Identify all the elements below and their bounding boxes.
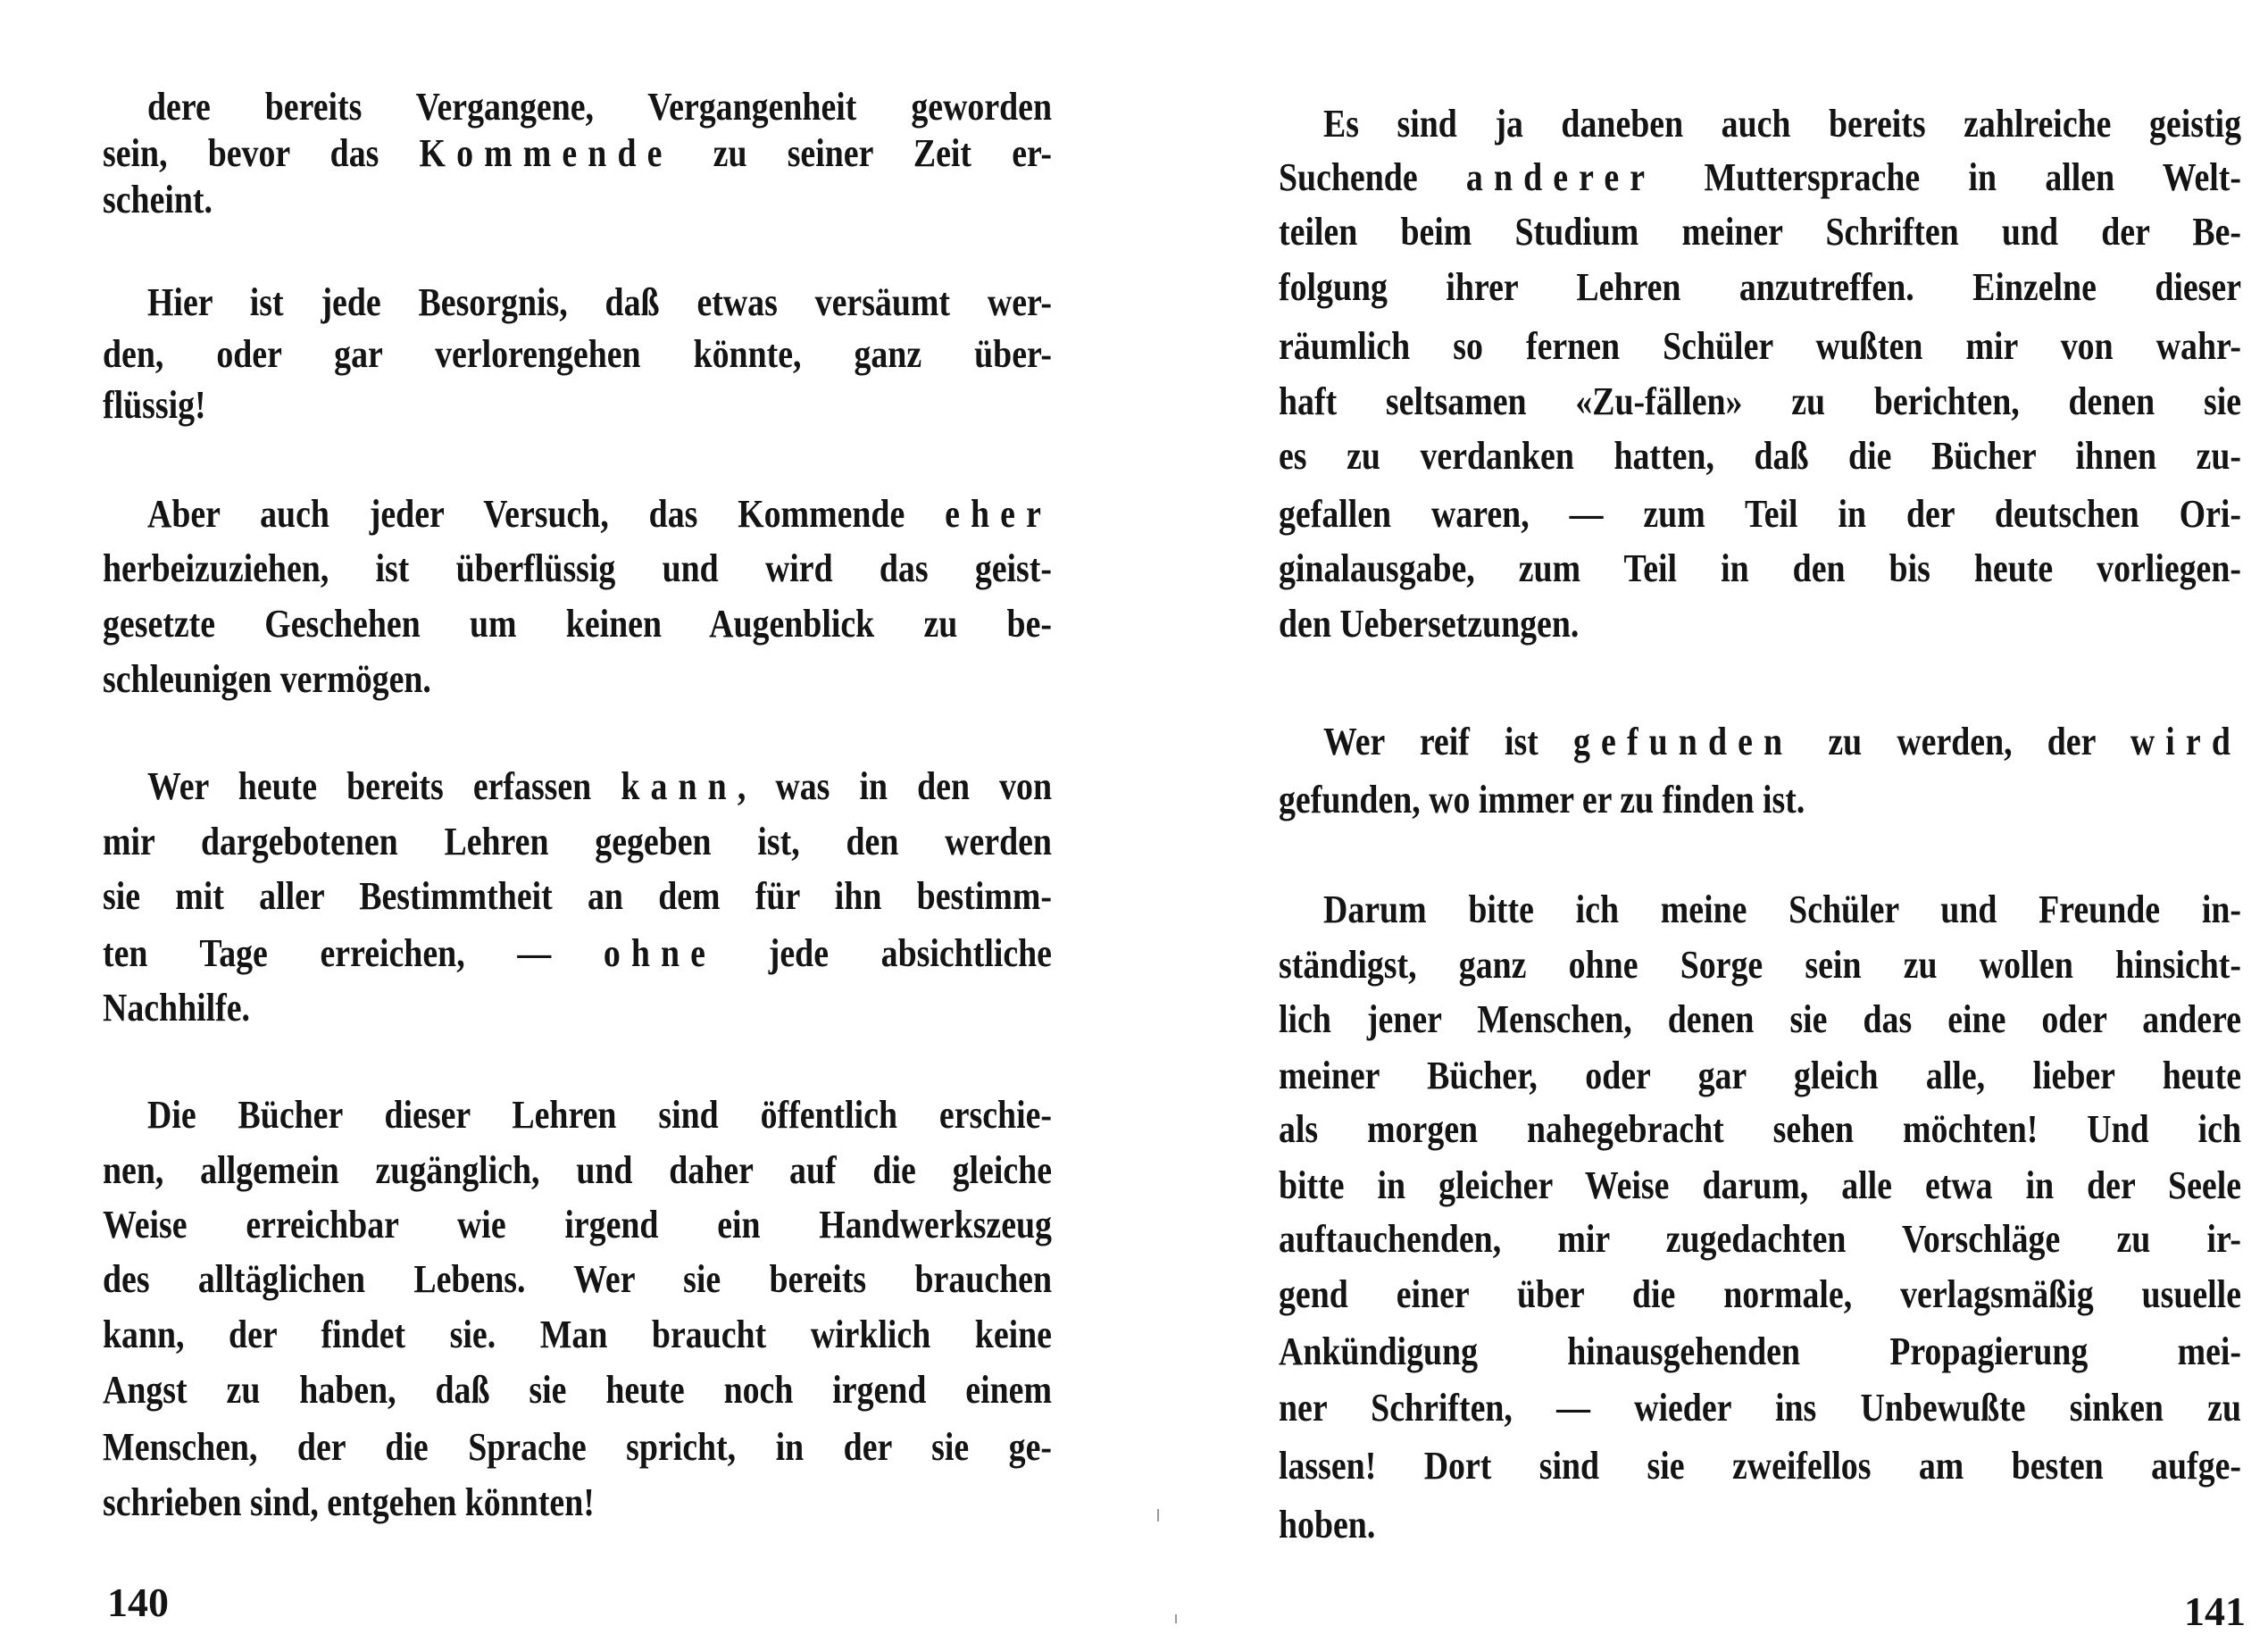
text-run: Darum bitte ich meine Schüler und Freunde in- — [1323, 888, 2241, 931]
text-run: auftauchenden, mir zugedachten Vorschläge zu ir- — [1279, 1217, 2241, 1261]
text-line — [103, 180, 1052, 220]
text-line — [1279, 546, 2241, 590]
page-number-left: 140 — [107, 1580, 169, 1625]
emphasized-word: wird — [2130, 720, 2241, 763]
text-run: Die Bücher dieser Lehren sind öffentlich erschie- — [147, 1093, 1052, 1137]
text-run: Angst zu haben, daß sie heute noch irgend einem — [103, 1368, 1052, 1412]
text-line — [103, 988, 1052, 1028]
text-run: ner Schriften, — wieder ins Unbewußte sinken zu — [1279, 1386, 2241, 1430]
text-line — [1279, 780, 2241, 820]
emphasized-word: Kommende — [419, 131, 673, 175]
text-line — [1279, 943, 2241, 987]
text-line — [103, 657, 1052, 701]
text-line — [1323, 722, 2241, 762]
text-run: zu werden, der — [1793, 720, 2130, 763]
text-run: dere bereits Vergangene, Vergangenheit geworden — [147, 85, 1052, 129]
text-run: lich jener Menschen, denen sie das eine oder andere — [1279, 997, 2241, 1041]
text-line — [103, 1315, 1052, 1355]
text-line — [103, 1480, 1052, 1524]
text-line — [1279, 604, 2241, 644]
text-run: , was in den von — [737, 764, 1052, 808]
text-line — [1279, 1163, 2241, 1207]
gutter-speck — [1175, 1614, 1177, 1623]
emphasized-word: gefunden — [1573, 720, 1794, 763]
text-line — [1279, 434, 2241, 478]
text-line — [103, 1425, 1052, 1469]
text-run: gend einer über die normale, verlagsmäßig usuelle — [1279, 1272, 2241, 1316]
text-line — [147, 1093, 1052, 1137]
left-page — [0, 0, 1134, 1625]
text-line — [103, 131, 1052, 175]
text-run: als morgen nahegebracht sehen möchten! Und ich — [1279, 1107, 2241, 1151]
text-line — [1279, 265, 2241, 309]
text-line — [103, 1205, 1052, 1245]
text-run: Suchende — [1279, 155, 1466, 199]
text-run: jede absichtliche — [716, 931, 1052, 975]
text-line — [1279, 1272, 2241, 1316]
text-line — [1323, 890, 2241, 930]
text-line — [1279, 1446, 2241, 1486]
text-line — [103, 383, 1052, 427]
text-run: nen, allgemein zugänglich, und daher auf die gleiche — [103, 1148, 1052, 1192]
text-run: Ankündigung hinausgehenden Propagierung mei- — [1279, 1330, 2241, 1373]
text-line — [103, 931, 1052, 975]
text-run: schleunigen vermögen. — [103, 657, 431, 701]
emphasized-word: eher — [945, 492, 1052, 536]
text-run: gefallen waren, — zum Teil in der deutschen Ori- — [1279, 492, 2241, 536]
text-line — [103, 822, 1052, 862]
text-run: meiner Bücher, oder gar gleich alle, lieber heute — [1279, 1054, 2241, 1097]
text-line — [1279, 492, 2241, 536]
text-line — [1279, 210, 2241, 254]
text-line — [1279, 155, 2241, 199]
text-line — [147, 764, 1052, 808]
text-run: es zu verdanken hatten, daß die Bücher ihnen zu- — [1279, 434, 2241, 478]
text-run: den Uebersetzungen. — [1279, 602, 1580, 646]
text-line — [103, 546, 1052, 590]
text-line — [103, 604, 1052, 644]
text-run: folgung ihrer Lehren anzutreffen. Einzelne dieser — [1279, 265, 2241, 309]
text-line — [103, 1148, 1052, 1192]
emphasized-word: kann — [621, 764, 738, 808]
emphasized-word: ohne — [603, 931, 717, 975]
text-line — [1279, 1107, 2241, 1151]
text-run: Aber auch jeder Versuch, das Kommende — [147, 492, 946, 536]
text-line — [103, 332, 1052, 376]
text-line — [1279, 324, 2241, 368]
text-run: bitte in gleicher Weise darum, alle etwa in der Seele — [1279, 1163, 2241, 1207]
text-run: Muttersprache in allen Welt- — [1655, 155, 2241, 199]
text-line — [1279, 379, 2241, 423]
text-run: Nachhilfe. — [103, 986, 251, 1030]
text-run: sein, bevor das — [103, 131, 420, 175]
text-line — [147, 492, 1052, 536]
text-line — [147, 280, 1052, 324]
text-line — [1279, 1505, 2241, 1545]
text-run: teilen beim Studium meiner Schriften und der Be- — [1279, 210, 2241, 254]
text-run: kann, der findet sie. Man braucht wirklich keine — [103, 1313, 1052, 1356]
text-line — [103, 874, 1052, 918]
text-run: mir dargebotenen Lehren gegeben ist, den werden — [103, 820, 1052, 863]
text-line — [1323, 104, 2241, 144]
text-run: herbeizuziehen, ist überflüssig und wird das geist- — [103, 546, 1052, 590]
text-run: schrieben sind, entgehen könnten! — [103, 1480, 595, 1524]
text-run: zu seiner Zeit er- — [672, 131, 1052, 175]
text-line — [1279, 1332, 2241, 1371]
text-run: sie mit aller Bestimmtheit an dem für ihn bestimm- — [103, 874, 1052, 918]
text-run: den, oder gar verlorengehen könnte, ganz über- — [103, 332, 1052, 376]
text-line — [1279, 1388, 2241, 1428]
text-line — [103, 1257, 1052, 1301]
text-run: Hier ist jede Besorgnis, daß etwas versäumt wer- — [147, 280, 1052, 324]
text-line — [1279, 997, 2241, 1041]
text-run: gefunden, wo immer er zu finden ist. — [1279, 778, 1805, 821]
text-run: ten Tage erreichen, — — [103, 931, 604, 975]
text-run: gesetzte Geschehen um keinen Augenblick zu be- — [103, 602, 1052, 646]
text-run: lassen! Dort sind sie zweifellos am besten aufge- — [1279, 1444, 2241, 1488]
emphasized-word: anderer — [1465, 155, 1656, 199]
right-page — [1134, 0, 2268, 1634]
text-line — [1279, 1217, 2241, 1261]
gutter-speck — [1157, 1509, 1159, 1521]
text-run: des alltäglichen Lebens. Wer sie bereits brauchen — [103, 1257, 1052, 1301]
text-run: ständigst, ganz ohne Sorge sein zu wollen hinsicht- — [1279, 943, 2241, 987]
text-run: flüssig! — [103, 383, 206, 427]
text-run: Menschen, der die Sprache spricht, in der sie ge- — [103, 1425, 1052, 1469]
text-run: hoben. — [1279, 1503, 1376, 1546]
text-line — [1279, 1056, 2241, 1096]
text-run: Wer reif ist — [1323, 720, 1574, 763]
text-line — [103, 1368, 1052, 1412]
text-line — [147, 85, 1052, 129]
text-run: räumlich so fernen Schüler wußten mir von wahr- — [1279, 324, 2241, 368]
text-run: haft seltsamen «Zu-fällen» zu berichten, denen sie — [1279, 379, 2241, 423]
page-number-right: 141 — [2184, 1588, 2246, 1634]
text-run: Wer heute bereits erfassen — [147, 764, 621, 808]
text-run: ginalausgabe, zum Teil in den bis heute vorliegen- — [1279, 546, 2241, 590]
text-run: Es sind ja daneben auch bereits zahlreiche geistig — [1323, 102, 2241, 146]
text-run: scheint. — [103, 178, 213, 221]
text-run: Weise erreichbar wie irgend ein Handwerkszeug — [103, 1203, 1052, 1246]
